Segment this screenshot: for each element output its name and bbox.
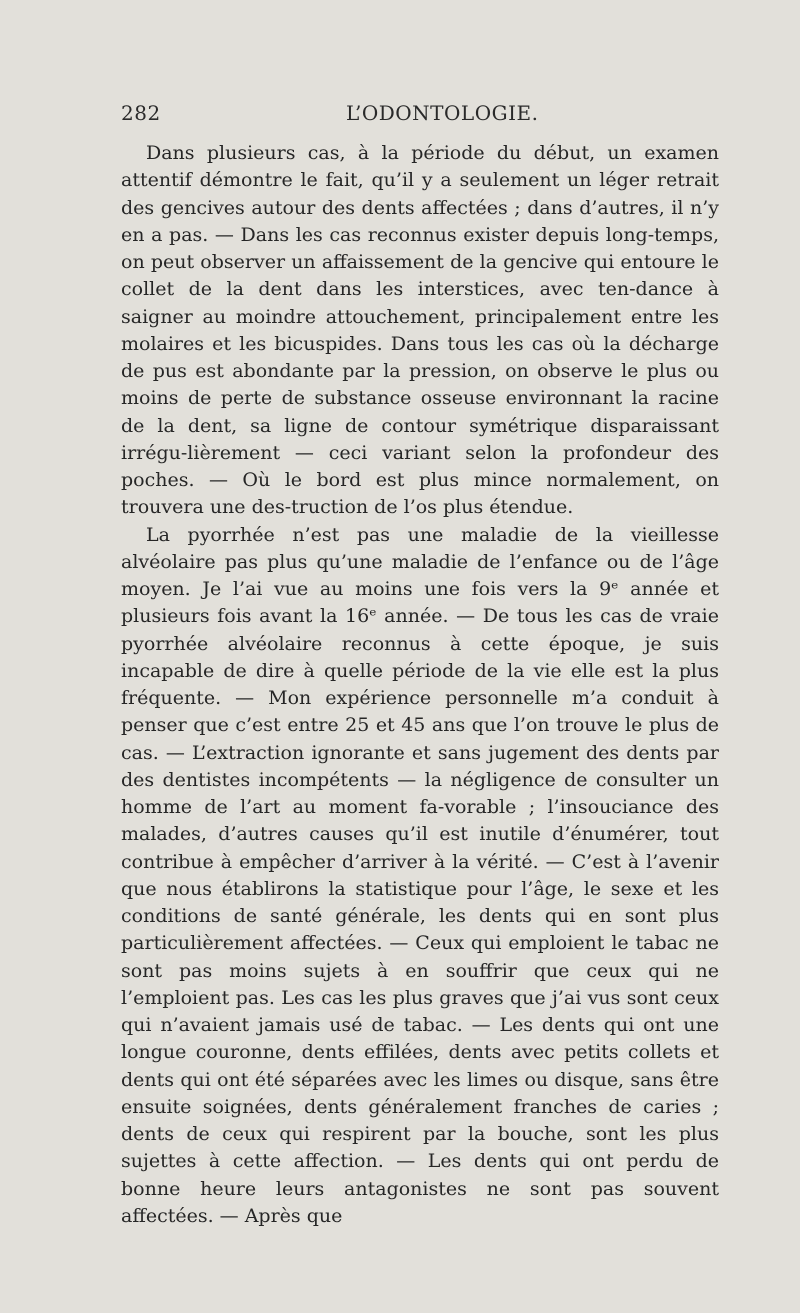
body-text bbox=[121, 140, 719, 1230]
running-title: L’ODONTOLOGIE. bbox=[346, 101, 539, 125]
page-header bbox=[121, 101, 716, 131]
page-number: 282 bbox=[121, 101, 161, 125]
paragraph-1: Dans plusieurs cas, à la période du début, un examen attentif démontre le fait, qu’il y a seulement un léger retrait des gencives autour des dents affectées ; dans d’autres, il n’y en a pas. — Dans les cas reconnus exister depuis long-temps, on peut observer un affaissement de la gencive qui entoure le collet de la dent dans les interstices, avec ten-dance à saigner au moindre attouchement, principalement entre les molaires et les bicuspides. Dans tous les cas où la décharge de pus est abondante par la pression, on observe le plus ou moins de perte de substance osseuse environnant la racine de la dent, sa ligne de contour symétrique disparaissant irrégu-lièrement — ceci variant selon la profondeur des poches. — Où le bord est plus mince normalement, on trouvera une des-truction de l’os plus étendue. bbox=[121, 142, 719, 519]
paragraph-2: La pyorrhée n’est pas une maladie de la vieillesse alvéolaire pas plus qu’une maladie de l’enfance ou de l’âge moyen. Je l’ai vue au moins une fois vers la 9ᵉ année et plusieurs fois avant la 16ᵉ année. — De tous les cas de vraie pyorrhée alvéolaire reconnus à cette époque, je suis incapable de dire à quelle période de la vie elle est la plus fréquente. — Mon expérience personnelle m’a conduit à penser que c’est entre 25 et 45 ans que l’on trouve le plus de cas. — L’extraction ignorante et sans jugement des dents par des dentistes incompétents — la négligence de consulter un homme de l’art au moment fa-vorable ; l’insouciance des malades, d’autres causes qu’il est inutile d’énumérer, tout contribue à empêcher d’arriver à la vérité. — C’est à l’avenir que nous établirons la statistique pour l’âge, le sexe et les conditions de santé générale, les dents qui en sont plus particulièrement affectées. — Ceux qui emploient le tabac ne sont pas moins sujets à en souffrir que ceux qui ne l’emploient pas. Les cas les plus graves que j’ai vus sont ceux qui n’avaient jamais usé de tabac. — Les dents qui ont une longue couronne, dents effilées, dents avec petits collets et dents qui ont été séparées avec les limes ou disque, sans être ensuite soignées, dents généralement franches de caries ; dents de ceux qui respirent par la bouche, sont les plus sujettes à cette affection. — Les dents qui ont perdu de bonne heure leurs antagonistes ne sont pas souvent affectées. — Après que bbox=[121, 523, 719, 1227]
